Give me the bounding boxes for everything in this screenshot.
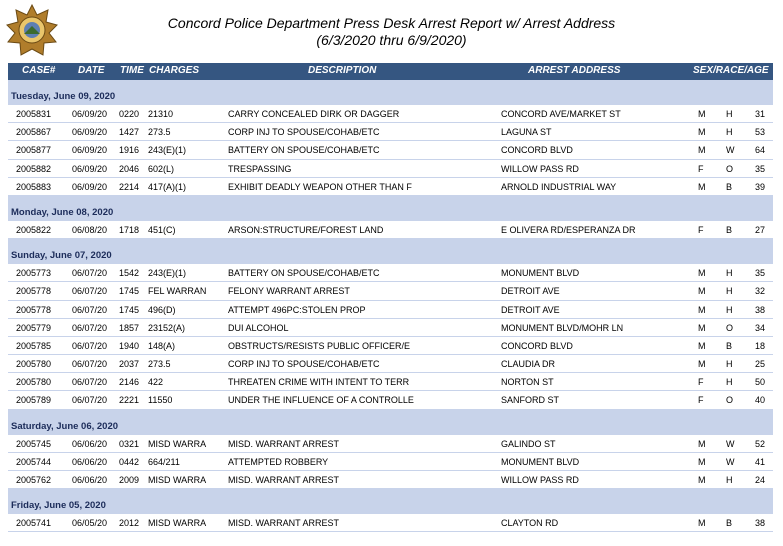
charge-code: 496(D) bbox=[148, 304, 176, 315]
charge-code: 602(L) bbox=[148, 163, 175, 174]
report-title: Concord Police Department Press Desk Arrest Report w/ Arrest Address bbox=[167, 15, 616, 31]
arrest-row bbox=[0, 471, 783, 489]
arrest-row bbox=[0, 301, 783, 319]
arrest-address: CONCORD BLVD bbox=[501, 145, 573, 156]
case-number: 2005831 bbox=[16, 109, 52, 119]
arrest-time: 1542 bbox=[119, 268, 140, 279]
case-number: 2005779 bbox=[16, 322, 52, 333]
arrest-address: DETROIT AVE bbox=[501, 304, 560, 315]
case-number: 2005762 bbox=[16, 475, 52, 485]
charge-description: MISD. WARRANT ARREST bbox=[228, 518, 340, 529]
date-group bbox=[0, 410, 783, 490]
age: 27 bbox=[754, 224, 765, 235]
charge-description: ATTEMPTED ROBBERY bbox=[228, 456, 329, 467]
arrest-address: CLAUDIA DR bbox=[501, 359, 556, 370]
arrest-address: MONUMENT BLVD bbox=[501, 268, 580, 279]
date-group-label: Friday, June 05, 2020 bbox=[11, 500, 106, 512]
arrest-row bbox=[0, 105, 783, 123]
race: B bbox=[726, 340, 733, 351]
arrest-time: 2221 bbox=[119, 395, 140, 406]
arrest-address: E OLIVERA RD/ESPERANZA DR bbox=[501, 224, 636, 235]
charge-code: MISD WARRA bbox=[148, 475, 207, 485]
charge-description: THREATEN CRIME WITH INTENT TO TERR bbox=[228, 377, 410, 388]
sex: M bbox=[698, 518, 706, 529]
arrest-date: 06/09/20 bbox=[72, 109, 108, 119]
sex: M bbox=[698, 438, 706, 449]
arrest-time: 2046 bbox=[119, 163, 140, 174]
arrest-row bbox=[0, 514, 783, 532]
sex: M bbox=[698, 127, 706, 138]
sex: F bbox=[698, 224, 704, 235]
col-sex-race-age: SEX/RACE/AGE bbox=[693, 65, 769, 76]
charge-description: UNDER THE INFLUENCE OF A CONTROLLE bbox=[228, 395, 414, 406]
charge-description: MISD. WARRANT ARREST bbox=[228, 475, 340, 485]
age: 40 bbox=[754, 395, 765, 406]
arrest-row bbox=[0, 141, 783, 159]
race: H bbox=[726, 268, 733, 279]
charge-description: BATTERY ON SPOUSE/COHAB/ETC bbox=[228, 145, 380, 156]
charge-code: 243(E)(1) bbox=[148, 268, 187, 279]
sex: M bbox=[698, 475, 706, 485]
race: H bbox=[726, 127, 733, 138]
race: O bbox=[726, 395, 734, 406]
arrest-date: 06/07/20 bbox=[72, 286, 108, 297]
sex: M bbox=[698, 359, 706, 370]
sex: M bbox=[698, 109, 706, 119]
date-group-header bbox=[8, 80, 773, 105]
arrest-date: 06/07/20 bbox=[72, 359, 108, 370]
charge-description: OBSTRUCTS/RESISTS PUBLIC OFFICER/E bbox=[228, 340, 411, 351]
arrest-address: CONCORD AVE/MARKET ST bbox=[501, 109, 621, 119]
date-group-header bbox=[8, 239, 773, 264]
date-group-label: Sunday, June 07, 2020 bbox=[11, 250, 112, 262]
date-group-header bbox=[8, 196, 773, 221]
sex: M bbox=[698, 304, 706, 315]
arrest-row bbox=[0, 337, 783, 355]
age: 41 bbox=[754, 456, 765, 467]
race: W bbox=[726, 456, 735, 467]
sex: M bbox=[698, 181, 706, 192]
row-divider bbox=[8, 531, 773, 532]
col-charges: CHARGES bbox=[149, 65, 200, 76]
charge-code: 23152(A) bbox=[148, 322, 186, 333]
arrest-row bbox=[0, 123, 783, 141]
sex: M bbox=[698, 340, 706, 351]
charge-description: BATTERY ON SPOUSE/COHAB/ETC bbox=[228, 268, 380, 279]
charge-description: CORP INJ TO SPOUSE/COHAB/ETC bbox=[228, 127, 380, 138]
age: 38 bbox=[754, 518, 765, 529]
sex: M bbox=[698, 456, 706, 467]
arrest-date: 06/05/20 bbox=[72, 518, 108, 529]
arrest-date: 06/07/20 bbox=[72, 340, 108, 351]
date-group bbox=[0, 80, 783, 196]
age: 24 bbox=[754, 475, 765, 485]
charge-code: 243(E)(1) bbox=[148, 145, 187, 156]
charge-code: 21310 bbox=[148, 109, 174, 119]
charge-description: CARRY CONCEALED DIRK OR DAGGER bbox=[228, 109, 400, 119]
case-number: 2005780 bbox=[16, 359, 52, 370]
arrest-time: 1940 bbox=[119, 340, 140, 351]
arrest-date: 06/09/20 bbox=[72, 127, 108, 138]
arrest-row bbox=[0, 264, 783, 282]
arrest-date: 06/06/20 bbox=[72, 456, 108, 467]
charge-code: MISD WARRA bbox=[148, 438, 207, 449]
case-number: 2005744 bbox=[16, 456, 52, 467]
arrest-row bbox=[0, 435, 783, 453]
case-number: 2005785 bbox=[16, 340, 52, 351]
charge-code: 273.5 bbox=[148, 359, 171, 370]
race: H bbox=[726, 304, 733, 315]
arrest-row bbox=[0, 319, 783, 337]
charge-description: FELONY WARRANT ARREST bbox=[228, 286, 350, 297]
charge-description: TRESPASSING bbox=[228, 163, 292, 174]
arrest-time: 0321 bbox=[119, 438, 140, 449]
col-date: DATE bbox=[78, 65, 105, 76]
race: H bbox=[726, 377, 733, 388]
date-group-label: Monday, June 08, 2020 bbox=[11, 206, 114, 218]
arrest-row bbox=[0, 221, 783, 239]
report-date-range: (6/3/2020 thru 6/9/2020) bbox=[316, 32, 467, 48]
arrest-time: 1745 bbox=[119, 304, 140, 315]
age: 35 bbox=[754, 163, 765, 174]
sex: M bbox=[698, 268, 706, 279]
race: H bbox=[726, 109, 733, 119]
arrest-row bbox=[0, 160, 783, 178]
charge-code: MISD WARRA bbox=[148, 518, 207, 529]
sex: F bbox=[698, 163, 704, 174]
arrest-address: WILLOW PASS RD bbox=[501, 475, 579, 485]
date-group bbox=[0, 489, 783, 532]
age: 25 bbox=[754, 359, 765, 370]
arrest-address: CLAYTON RD bbox=[501, 518, 559, 529]
age: 35 bbox=[754, 268, 765, 279]
race: W bbox=[726, 145, 735, 156]
sex: F bbox=[698, 395, 704, 406]
arrest-time: 2012 bbox=[119, 518, 140, 529]
race: H bbox=[726, 475, 733, 485]
date-group-label: Tuesday, June 09, 2020 bbox=[11, 91, 116, 102]
arrest-time: 0442 bbox=[119, 456, 140, 467]
arrest-time: 1427 bbox=[119, 127, 140, 138]
arrest-row bbox=[0, 453, 783, 471]
charge-code: 273.5 bbox=[148, 127, 171, 138]
race: B bbox=[726, 518, 733, 529]
date-group bbox=[0, 239, 783, 410]
col-address: ARREST ADDRESS bbox=[528, 65, 621, 76]
date-group-header bbox=[8, 489, 773, 514]
date-group-label: Saturday, June 06, 2020 bbox=[11, 420, 119, 432]
arrest-address: WILLOW PASS RD bbox=[501, 163, 579, 174]
arrest-time: 1857 bbox=[119, 322, 140, 333]
case-number: 2005867 bbox=[16, 127, 52, 138]
arrest-row bbox=[0, 373, 783, 391]
arrest-address: ARNOLD INDUSTRIAL WAY bbox=[501, 181, 617, 192]
race: B bbox=[726, 224, 733, 235]
arrest-time: 1916 bbox=[119, 145, 140, 156]
case-number: 2005822 bbox=[16, 224, 52, 235]
arrest-time: 0220 bbox=[119, 109, 140, 119]
race: W bbox=[726, 438, 735, 449]
arrest-date: 06/07/20 bbox=[72, 268, 108, 279]
charge-description: ARSON:STRUCTURE/FOREST LAND bbox=[228, 224, 384, 235]
sex: M bbox=[698, 322, 706, 333]
arrest-date: 06/07/20 bbox=[72, 377, 108, 388]
arrest-address: LAGUNA ST bbox=[501, 127, 552, 138]
arrest-date: 06/07/20 bbox=[72, 395, 108, 406]
case-number: 2005773 bbox=[16, 268, 52, 279]
charge-code: 148(A) bbox=[148, 340, 176, 351]
charge-code: 11550 bbox=[148, 395, 173, 406]
sex: M bbox=[698, 286, 706, 297]
date-group-header bbox=[8, 410, 773, 435]
age: 38 bbox=[754, 304, 765, 315]
charge-description: DUI ALCOHOL bbox=[228, 322, 289, 333]
column-header-bar bbox=[8, 63, 773, 80]
age: 31 bbox=[754, 109, 765, 119]
arrest-date: 06/07/20 bbox=[72, 304, 108, 315]
age: 39 bbox=[754, 181, 765, 192]
case-number: 2005778 bbox=[16, 286, 52, 297]
race: H bbox=[726, 359, 733, 370]
arrest-list bbox=[0, 80, 783, 532]
charge-description: EXHIBIT DEADLY WEAPON OTHER THAN F bbox=[228, 181, 412, 192]
arrest-address: DETROIT AVE bbox=[501, 286, 560, 297]
arrest-date: 06/08/20 bbox=[72, 224, 108, 235]
charge-code: 451(C) bbox=[148, 224, 176, 235]
arrest-row bbox=[0, 391, 783, 409]
arrest-date: 06/09/20 bbox=[72, 181, 108, 192]
age: 52 bbox=[754, 438, 765, 449]
arrest-row bbox=[0, 282, 783, 300]
arrest-date: 06/09/20 bbox=[72, 163, 108, 174]
arrest-time: 1718 bbox=[119, 224, 140, 235]
age: 64 bbox=[754, 145, 765, 156]
race: B bbox=[726, 181, 733, 192]
sex: F bbox=[698, 377, 704, 388]
age: 18 bbox=[754, 340, 765, 351]
case-number: 2005877 bbox=[16, 145, 52, 156]
arrest-time: 1745 bbox=[119, 286, 140, 297]
race: O bbox=[726, 322, 734, 333]
arrest-time: 2009 bbox=[119, 475, 140, 485]
arrest-date: 06/06/20 bbox=[72, 475, 108, 485]
arrest-date: 06/07/20 bbox=[72, 322, 108, 333]
case-number: 2005741 bbox=[16, 518, 52, 529]
arrest-time: 2146 bbox=[119, 377, 140, 388]
sex: M bbox=[698, 145, 706, 156]
case-number: 2005882 bbox=[16, 163, 52, 174]
arrest-address: MONUMENT BLVD bbox=[501, 456, 580, 467]
arrest-address: GALINDO ST bbox=[501, 438, 556, 449]
arrest-address: SANFORD ST bbox=[501, 395, 560, 406]
arrest-address: MONUMENT BLVD/MOHR LN bbox=[501, 322, 624, 333]
charge-code: 422 bbox=[148, 377, 164, 388]
age: 53 bbox=[754, 127, 765, 138]
col-case: CASE# bbox=[22, 65, 56, 76]
arrest-date: 06/06/20 bbox=[72, 438, 108, 449]
charge-description: MISD. WARRANT ARREST bbox=[228, 438, 340, 449]
case-number: 2005789 bbox=[16, 395, 52, 406]
arrest-row bbox=[0, 355, 783, 373]
charge-code: 417(A)(1) bbox=[148, 181, 187, 192]
arrest-time: 2037 bbox=[119, 359, 140, 370]
arrest-row bbox=[0, 178, 783, 196]
age: 32 bbox=[754, 286, 765, 297]
date-group bbox=[0, 196, 783, 239]
charge-code: 664/211 bbox=[148, 456, 180, 467]
arrest-address: CONCORD BLVD bbox=[501, 340, 573, 351]
charge-code: FEL WARRAN bbox=[148, 286, 207, 297]
case-number: 2005778 bbox=[16, 304, 52, 315]
col-description: DESCRIPTION bbox=[308, 65, 377, 76]
age: 50 bbox=[754, 377, 765, 388]
charge-description: ATTEMPT 496PC:STOLEN PROP bbox=[228, 304, 366, 315]
arrest-time: 2214 bbox=[119, 181, 140, 192]
race: H bbox=[726, 286, 733, 297]
arrest-address: NORTON ST bbox=[501, 377, 554, 388]
case-number: 2005745 bbox=[16, 438, 52, 449]
case-number: 2005883 bbox=[16, 181, 52, 192]
case-number: 2005780 bbox=[16, 377, 52, 388]
arrest-date: 06/09/20 bbox=[72, 145, 108, 156]
charge-description: CORP INJ TO SPOUSE/COHAB/ETC bbox=[228, 359, 380, 370]
race: O bbox=[726, 163, 734, 174]
col-time: TIME bbox=[120, 65, 144, 76]
age: 34 bbox=[754, 322, 765, 333]
